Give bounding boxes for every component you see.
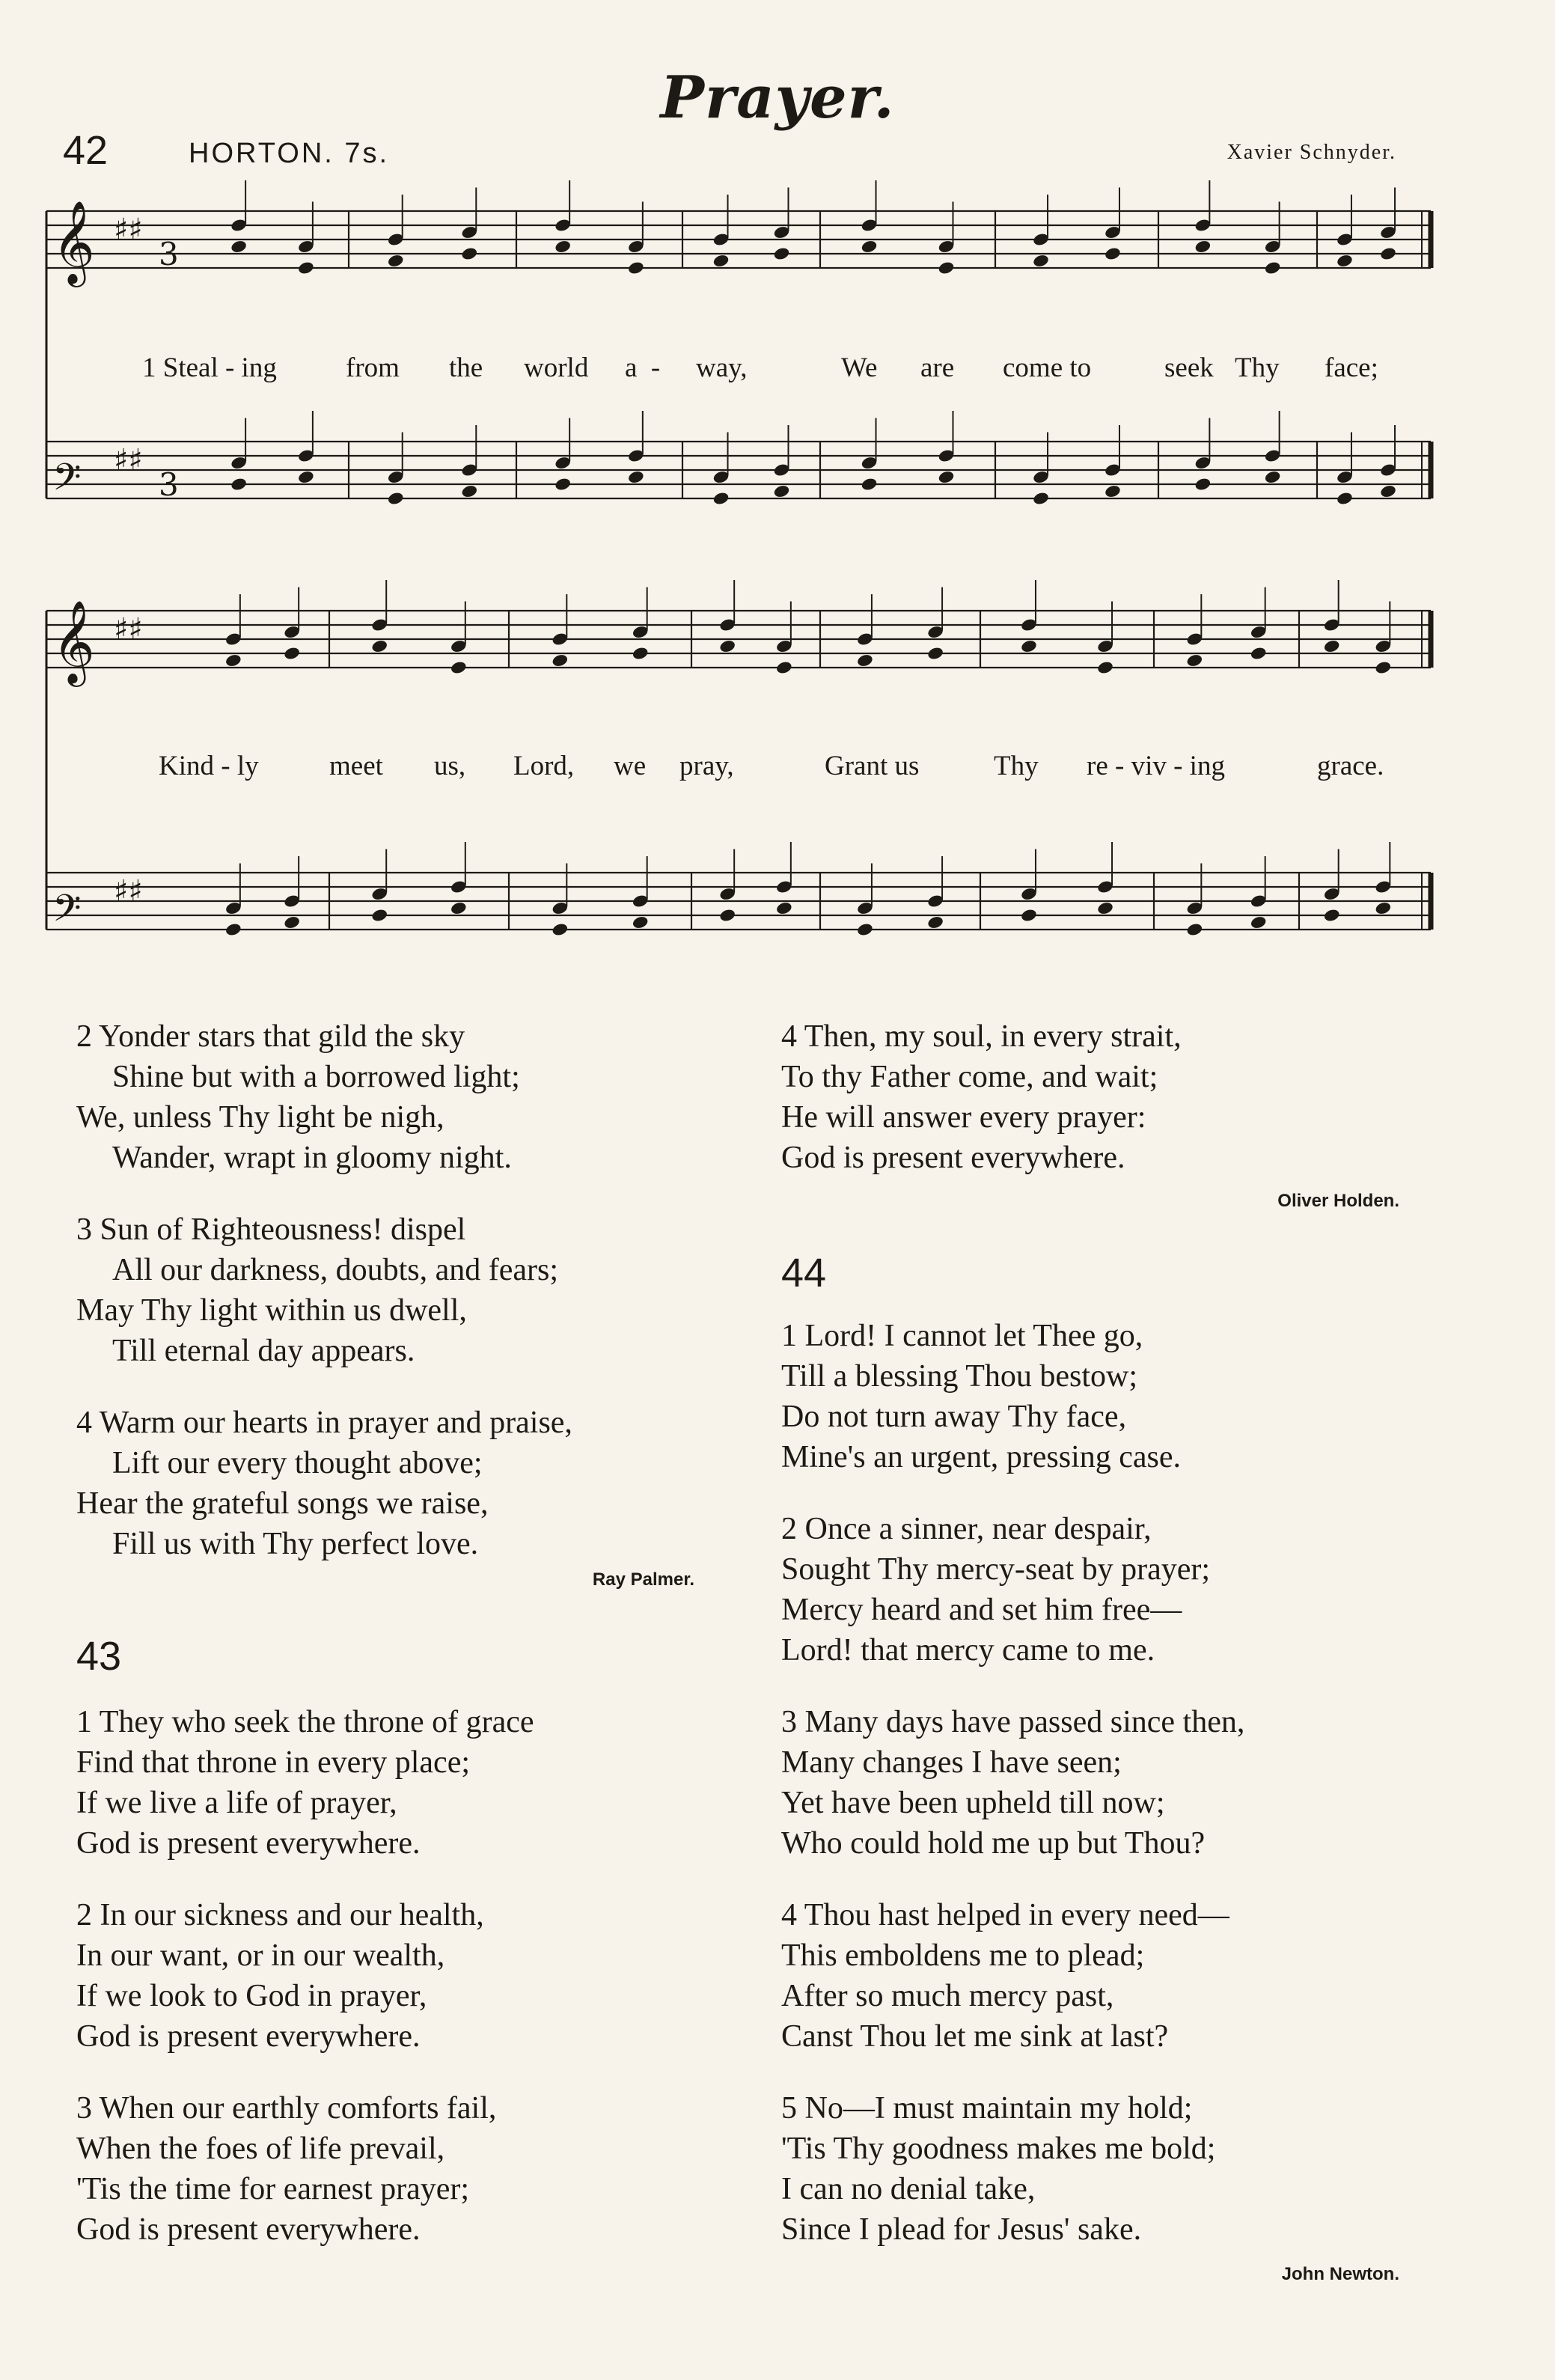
lyric-syllable: 1 Steal - ing (142, 353, 277, 383)
right-column (781, 1016, 1410, 2295)
lyric-syllable: a - (625, 353, 661, 383)
svg-text:♯♯: ♯♯ (114, 443, 143, 477)
verse-line: Mine's an urgent, pressing case. (781, 1440, 1182, 1474)
tune-name: HORTON. 7s. (189, 138, 390, 169)
verse-line: 3 Sun of Righteousness! dispel (76, 1212, 466, 1247)
verse-line: He will answer every prayer: (781, 1100, 1146, 1135)
verse-line: If we look to God in prayer, (76, 1979, 427, 2013)
page-title: Prayer. (660, 64, 895, 132)
verse-line: 4 Then, my soul, in every strait, (781, 1019, 1182, 1054)
verse-line: God is present everywhere. (76, 1826, 421, 1861)
stanza (76, 1895, 750, 2057)
verse-line: May Thy light within us dwell, (76, 1293, 467, 1328)
verse-line: 2 Once a sinner, near despair, (781, 1512, 1152, 1546)
verse-line: Till a blessing Thou bestow; (781, 1359, 1138, 1394)
verse-line: Lord! that mercy came to me. (781, 1633, 1155, 1667)
svg-text:♯♯: ♯♯ (114, 213, 143, 247)
stanza (76, 1403, 750, 1564)
lyric-syllable: Kind - ly (159, 751, 259, 781)
hymn42-stanzas (76, 1016, 750, 1600)
author-attribution: Ray Palmer. (592, 1569, 694, 1590)
stanza (781, 1316, 1410, 1477)
lyric-syllable: we (614, 751, 647, 781)
hymn-number-44: 44 (781, 1251, 827, 1296)
lyric-syllable: world (524, 353, 589, 383)
stanza (781, 1895, 1410, 2057)
verse-line: 1 They who seek the throne of grace (76, 1705, 534, 1739)
verse-line: Hear the grateful songs we raise, (76, 1486, 489, 1521)
verse-line: After so much mercy past, (781, 1979, 1114, 2013)
verse-line: Fill us with Thy perfect love. (112, 1527, 479, 1561)
verse-line: Lift our every thought above; (112, 1446, 483, 1480)
verse-line: Find that throne in every place; (76, 1745, 471, 1780)
lyric-syllable: pray, (679, 751, 734, 781)
verse-line: 2 In our sickness and our health, (76, 1898, 484, 1932)
stanza (76, 1702, 750, 1864)
composer: Xavier Schnyder. (1226, 141, 1396, 164)
hymn43-stanza-4 (781, 1016, 1410, 1221)
svg-text:♯♯: ♯♯ (114, 874, 143, 909)
stanza (781, 1702, 1410, 1864)
verse-line: 4 Thou hast helped in every need— (781, 1898, 1229, 1932)
lyric-syllable: the (449, 353, 483, 383)
svg-text:𝄢: 𝄢 (52, 456, 82, 508)
verse-line: 3 When our earthly comforts fail, (76, 2091, 497, 2126)
verse-line: Wander, wrapt in gloomy night. (112, 1141, 512, 1175)
verse-line: In our want, or in our wealth, (76, 1938, 445, 1973)
stanza (76, 2088, 750, 2250)
lyric-syllable: from (346, 353, 400, 383)
lyric-syllable: meet (329, 751, 383, 781)
verse-line: When the foes of life prevail, (76, 2132, 445, 2166)
verse-line: 'Tis Thy goodness makes me bold; (781, 2132, 1216, 2166)
lyric-syllable: are (920, 353, 955, 383)
lyric-syllable: re - viv - ing (1087, 751, 1225, 781)
verse-line: God is present everywhere. (76, 2212, 421, 2247)
left-column (76, 1016, 750, 2281)
stanza (76, 1016, 750, 1178)
music-score (0, 0, 1555, 973)
verse-line: 1 Lord! I cannot let Thee go, (781, 1319, 1143, 1353)
verse-line: To thy Father come, and wait; (781, 1060, 1158, 1094)
verse-line: We, unless Thy light be nigh, (76, 1100, 444, 1135)
verse-line: 2 Yonder stars that gild the sky (76, 1019, 465, 1054)
verse-line: 3 Many days have passed since then, (781, 1705, 1245, 1739)
verse-line: I can no denial take, (781, 2172, 1036, 2206)
lyric-syllable: grace. (1317, 751, 1384, 781)
lyric-syllable: Thy (994, 751, 1039, 781)
author-attribution: John Newton. (1281, 2264, 1399, 2284)
verse-line: Sought Thy mercy-seat by prayer; (781, 1552, 1211, 1587)
lyric-syllable: seek (1164, 353, 1214, 383)
verse-line: Since I plead for Jesus' sake. (781, 2212, 1142, 2247)
hymn44-stanzas (781, 1316, 1410, 2295)
lyric-syllable: come to (1003, 353, 1092, 383)
verse-line: Yet have been upheld till now; (781, 1786, 1165, 1820)
verse-line: Many changes I have seen; (781, 1745, 1122, 1780)
lyric-syllable: Thy (1235, 353, 1280, 383)
svg-text:𝄞: 𝄞 (52, 599, 95, 683)
lyric-syllable: Grant us (825, 751, 920, 781)
lyric-syllable: us, (434, 751, 466, 781)
lyric-syllable: way, (696, 353, 748, 383)
svg-text:𝄢: 𝄢 (52, 887, 82, 939)
verse-line: Till eternal day appears. (112, 1334, 415, 1368)
svg-text:3: 3 (159, 236, 179, 272)
verse-line: If we live a life of prayer, (76, 1786, 397, 1820)
svg-text:♯♯: ♯♯ (114, 612, 143, 647)
verse-line: This emboldens me to plead; (781, 1938, 1145, 1973)
verse-line: Canst Thou let me sink at last? (781, 2019, 1169, 2054)
verse-line: God is present everywhere. (76, 2019, 421, 2054)
verse-line: Mercy heard and set him free— (781, 1593, 1182, 1627)
verse-line: Who could hold me up but Thou? (781, 1826, 1206, 1861)
stanza (781, 1016, 1410, 1178)
verse-line: 4 Warm our hearts in prayer and praise, (76, 1406, 572, 1440)
lyric-syllable: face; (1325, 353, 1378, 383)
svg-text:𝄞: 𝄞 (52, 200, 95, 284)
verse-line: 'Tis the time for earnest prayer; (76, 2172, 470, 2206)
stanza (781, 2088, 1410, 2250)
verse-line: Shine but with a borrowed light; (112, 1060, 520, 1094)
verse-line: 5 No—I must maintain my hold; (781, 2091, 1193, 2126)
verse-line: Do not turn away Thy face, (781, 1400, 1127, 1434)
verse-line: All our darkness, doubts, and fears; (112, 1253, 559, 1287)
hymn-number-43: 43 (76, 1634, 122, 1679)
svg-text:3: 3 (159, 466, 179, 503)
lyric-syllable: Lord, (513, 751, 575, 781)
author-attribution: Oliver Holden. (1277, 1191, 1399, 1211)
stanza (76, 1209, 750, 1371)
stanza (781, 1509, 1410, 1670)
lyric-syllable: We (841, 353, 878, 383)
hymn-number-42: 42 (63, 128, 109, 173)
verse-line: God is present everywhere. (781, 1141, 1125, 1175)
hymn43-stanzas (76, 1702, 750, 2250)
